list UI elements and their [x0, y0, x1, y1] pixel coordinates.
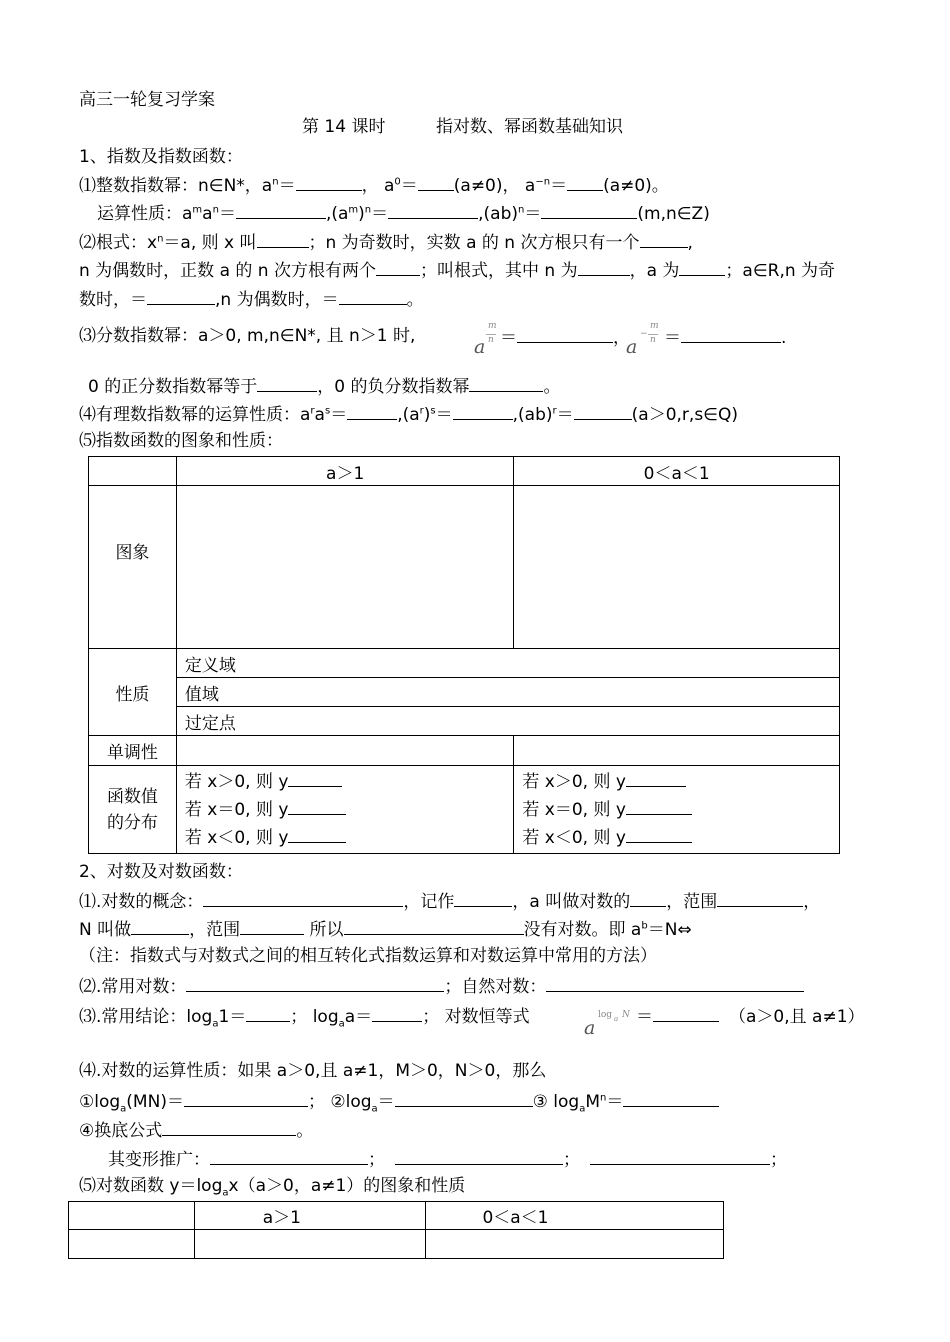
prop-domain[interactable]: 定义域	[176, 649, 839, 678]
radical-line-3: 数时，＝ ,n 为偶数时，＝ 。	[79, 287, 424, 311]
blank[interactable]	[623, 1089, 719, 1107]
generalization-line: 其变形推广： ； ； ；	[108, 1147, 787, 1171]
blank[interactable]	[257, 374, 317, 392]
exp-function-table	[88, 456, 840, 854]
blank[interactable]	[517, 325, 613, 343]
col-header-a-gt-1: a＞1	[176, 457, 514, 486]
log-function-table	[68, 1201, 724, 1259]
blank[interactable]	[578, 258, 630, 276]
rational-exponent-line: ⑷有理数指数幂的运算性质：$a^ra^s= ,(a^r)^s= ,(ab)^r=$ (a＞0,r,s∈Q)	[79, 402, 738, 426]
blank[interactable]	[236, 201, 326, 219]
blank[interactable]	[288, 797, 346, 815]
blank[interactable]	[630, 889, 666, 907]
section-1-heading: 1、指数及指数函数：	[79, 147, 243, 167]
blank[interactable]	[186, 974, 444, 992]
table-cell[interactable]	[426, 1230, 724, 1259]
blank[interactable]	[184, 1089, 308, 1107]
table-corner	[89, 457, 177, 486]
log-operations-heading: ⑷.对数的运算性质：如果 a＞0,且 a≠1，M＞0，N＞0，那么	[79, 1061, 547, 1081]
blank[interactable]	[717, 889, 803, 907]
blank[interactable]	[546, 974, 804, 992]
page-title: 指对数、幂函数基础知识	[436, 117, 623, 137]
blank[interactable]	[246, 1004, 290, 1022]
blank[interactable]	[240, 917, 304, 935]
mono-cell-a-lt-1[interactable]	[514, 736, 840, 766]
blank[interactable]	[574, 402, 632, 420]
operation-properties-line: 运算性质：$a^ma^n= ,(a^m)^n= ,(ab)^n=$ (m,n∈Z)	[97, 201, 710, 225]
conversion-note: （注：指数式与对数式之间的相互转化式指数运算和对数运算中常用的方法）	[79, 946, 657, 966]
zero-exponent-line: 0 的正分数指数幂等于 ，0 的负分数指数幂 。	[88, 374, 560, 398]
doc-label: 高三一轮复习学案	[79, 90, 215, 110]
blank[interactable]	[418, 173, 454, 191]
prop-range[interactable]: 值域	[176, 678, 839, 707]
blank[interactable]	[626, 769, 686, 787]
dist-cell-a-gt-1: 若 x＞0, 则 y 若 x＝0, 则 y 若 x＜0, 则 y	[176, 766, 514, 854]
blank[interactable]	[454, 889, 512, 907]
radical-line-1: ⑵根式：$x^n=a$, 则 x 叫 ；n 为奇数时，实数 a 的 n 次方根只有一个 ,	[79, 230, 693, 254]
frac-answer-2: ＝ .	[664, 325, 786, 349]
blank[interactable]	[372, 1004, 422, 1022]
blank[interactable]	[347, 402, 397, 420]
blank[interactable]	[162, 1118, 296, 1136]
blank[interactable]	[296, 173, 362, 191]
blank[interactable]	[681, 325, 781, 343]
blank[interactable]	[653, 1004, 719, 1022]
common-log-line: ⑵.常用对数： ；自然对数：	[79, 974, 804, 998]
radical-line-2: n 为偶数时，正数 a 的 n 次方根有两个 ；叫根式，其中 n 为 ，a 为 ；a∈R,n 为奇	[79, 258, 835, 282]
blank[interactable]	[626, 797, 692, 815]
blank[interactable]	[626, 825, 692, 843]
exp-function-heading: ⑸指数函数的图象和性质：	[79, 431, 283, 451]
fractional-exponent-line: ⑶分数指数幂：a＞0, m,n∈N*, 且 n＞1 时,	[79, 326, 416, 346]
log-operations-line: $①\log_a(MN)=$ ； $②\log_a=$ ③ $\log_aM^n=$	[79, 1089, 719, 1113]
blank[interactable]	[541, 201, 637, 219]
section-2-heading: 2、对数及对数函数：	[79, 862, 243, 882]
blank[interactable]	[376, 258, 420, 276]
blank[interactable]	[288, 825, 346, 843]
blank[interactable]	[395, 1147, 563, 1165]
lesson-number: 第 14 课时	[302, 117, 386, 137]
blank[interactable]	[567, 173, 603, 191]
a-pow-neg-m-over-n: a − m n	[626, 321, 659, 358]
dist-cell-a-lt-1: 若 x＞0, 则 y 若 x＝0, 则 y 若 x＜0, 则 y	[514, 766, 840, 854]
graph-cell-a-lt-1[interactable]	[514, 486, 840, 649]
col-header-a-gt-1: a＞1	[194, 1202, 426, 1230]
blank[interactable]	[339, 287, 407, 305]
blank[interactable]	[679, 258, 725, 276]
blank[interactable]	[203, 889, 403, 907]
table-cell[interactable]	[69, 1230, 195, 1259]
log-concept-line-1: ⑴.对数的概念： ，记作 ，a 叫做对数的 ，范围 ，	[79, 889, 820, 913]
log-identity-answer: ＝ （a＞0,且 a≠1）	[636, 1004, 865, 1028]
row-label-graph: 图象	[89, 486, 177, 649]
table-corner	[69, 1202, 195, 1230]
row-label-distribution: 函数值 的分布	[89, 766, 177, 854]
prop-fixed-point[interactable]: 过定点	[176, 707, 839, 736]
graph-cell-a-gt-1[interactable]	[176, 486, 514, 649]
col-header-a-lt-1: 0＜a＜1	[514, 457, 840, 486]
row-label-monotonicity: 单调性	[89, 736, 177, 766]
blank[interactable]	[131, 917, 189, 935]
log-function-heading: ⑸对数函数 $y=\log_ax(a>0$，a≠1）的图象和性质	[79, 1176, 466, 1199]
table-cell[interactable]	[194, 1230, 426, 1259]
blank[interactable]	[388, 201, 478, 219]
change-of-base-line: ④换底公式 。	[79, 1118, 313, 1142]
blank[interactable]	[640, 230, 688, 248]
blank[interactable]	[469, 374, 543, 392]
log-identity-expression: a log a N	[584, 1010, 630, 1039]
col-header-a-lt-1: 0＜a＜1	[426, 1202, 724, 1230]
blank[interactable]	[147, 287, 215, 305]
blank[interactable]	[257, 230, 309, 248]
a-pow-m-over-n: a m n	[474, 321, 497, 358]
mono-cell-a-gt-1[interactable]	[176, 736, 514, 766]
blank[interactable]	[344, 917, 524, 935]
log-concept-line-2: N 叫做 ，范围 所以 没有对数。即 $a^b=N\Leftrightarrow$	[79, 917, 692, 941]
row-label-properties: 性质	[89, 649, 177, 736]
integer-exponent-line: ⑴整数指数幂：n∈N*，$a^n=$ ， $a^0= (a\ne 0)$， $a^{-n}= (a\ne 0)$。	[79, 173, 669, 197]
blank[interactable]	[395, 1089, 533, 1107]
log-conclusions-line: ⑶.常用结论：$\log_a1=$ ； $\log_aa=$ ； 对数恒等式	[79, 1004, 530, 1028]
frac-answer-1: ＝ ，	[500, 325, 630, 349]
blank[interactable]	[453, 402, 513, 420]
blank[interactable]	[210, 1147, 368, 1165]
blank[interactable]	[288, 769, 342, 787]
blank[interactable]	[590, 1147, 770, 1165]
